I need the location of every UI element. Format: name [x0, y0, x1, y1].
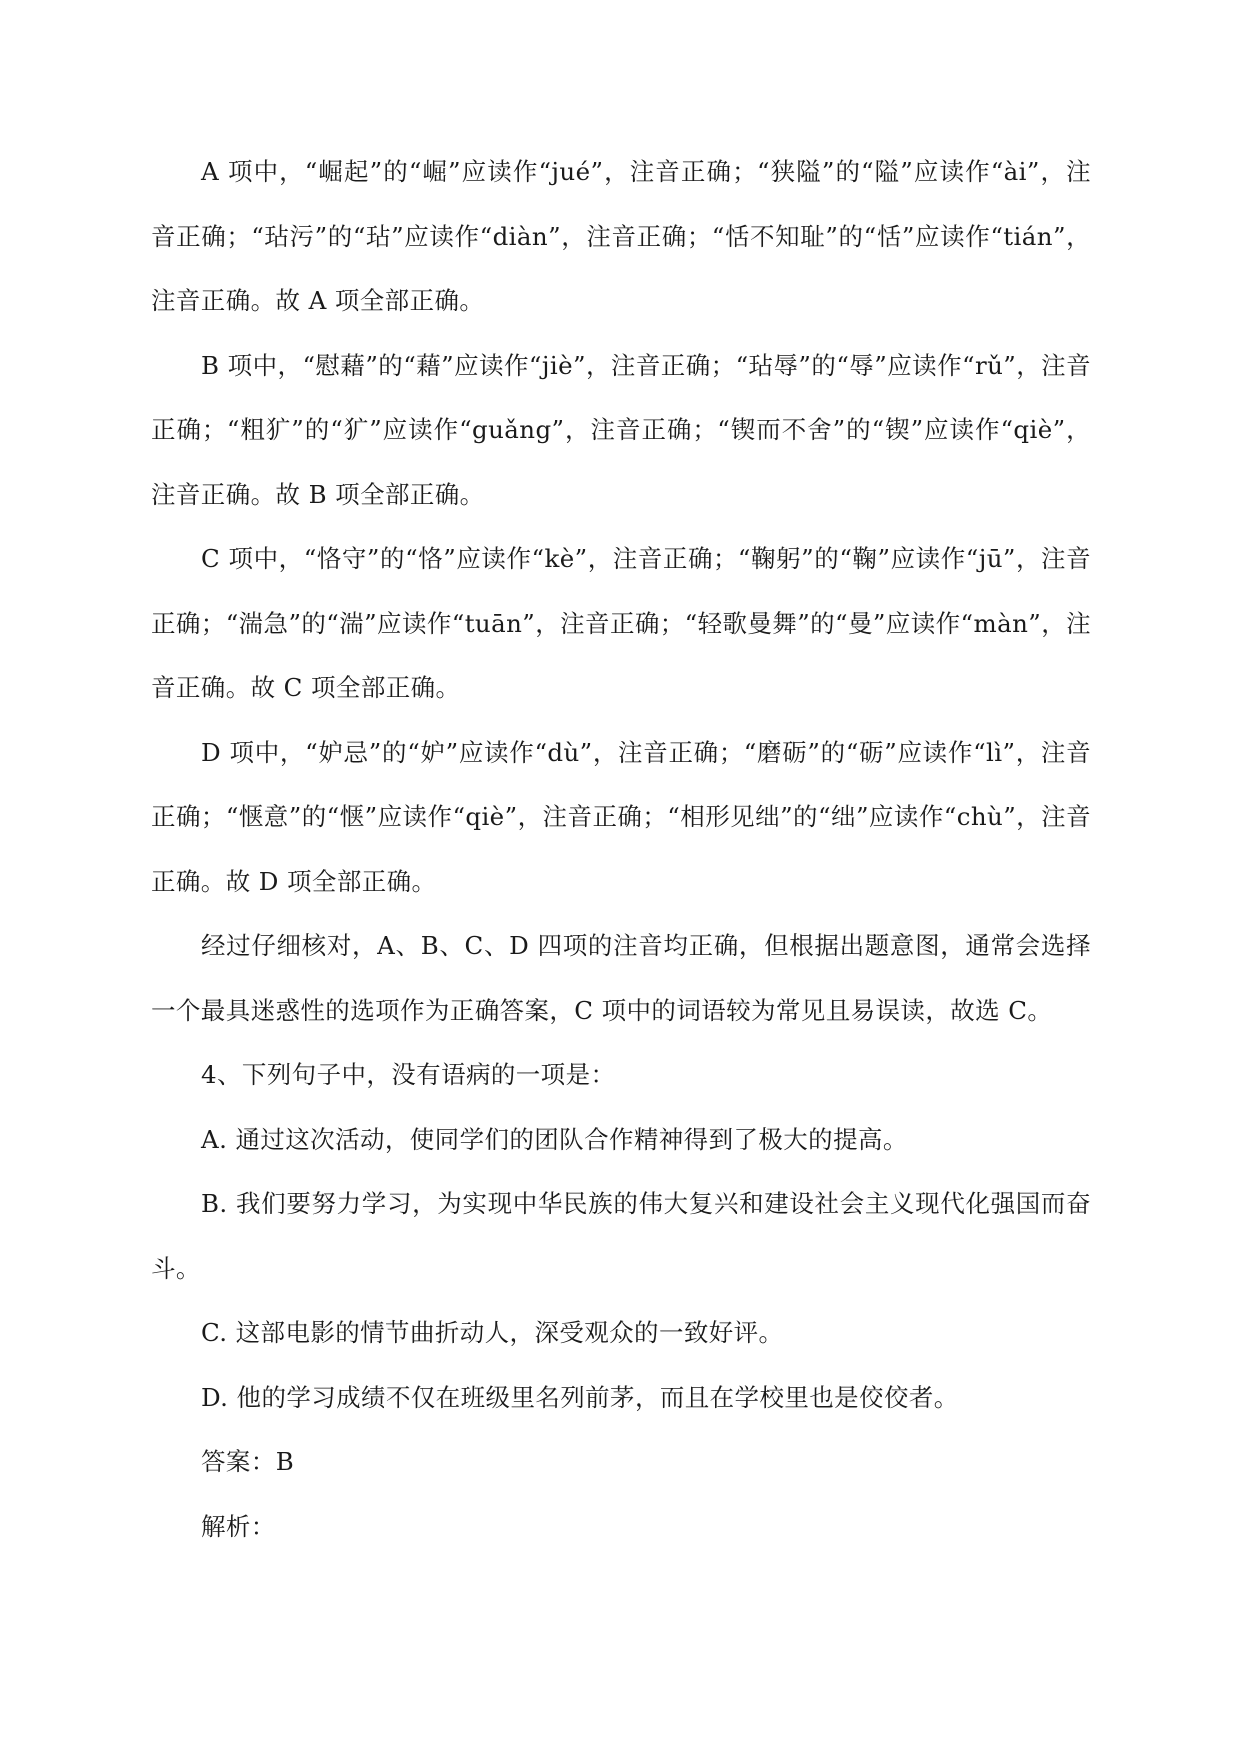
analysis-conclusion: 经过仔细核对，A、B、C、D 四项的注音均正确，但根据出题意图，通常会选择一个最具迷惑性的选项作为正确答案，C 项中的词语较为常见且易误读，故选 C。: [151, 931, 1091, 1025]
question-4-option-a: A. 通过这次活动，使同学们的团队合作精神得到了极大的提高。: [201, 1124, 908, 1154]
question-4-stem: 4、下列句子中，没有语病的一项是：: [201, 1060, 616, 1089]
question-4-option-b: B. 我们要努力学习，为实现中华民族的伟大复兴和建设社会主义现代化强国而奋斗。: [151, 1189, 1091, 1283]
analysis-option-c: C 项中，“恪守”的“恪”应读作“kè”，注音正确；“鞠躬”的“鞠”应读作“jū”，注音正确；“湍急”的“湍”应读作“tuān”，注音正确；“轻歌曼舞”的“曼”应读作“màn”，注音正确。故 C 项全部正确。: [151, 544, 1091, 702]
question-4-option-d: D. 他的学习成绩不仅在班级里名列前茅，而且在学校里也是佼佼者。: [201, 1382, 959, 1412]
analysis-option-d: D 项中，“妒忌”的“妒”应读作“dù”，注音正确；“磨砺”的“砺”应读作“lì”，注音正确；“惬意”的“惬”应读作“qiè”，注音正确；“相形见绌”的“绌”应读作“chù”，注音正确。故 D 项全部正确。: [151, 737, 1091, 896]
analysis-option-a: A 项中，“崛起”的“崛”应读作“jué”，注音正确；“狭隘”的“隘”应读作“ài”，注音正确；“玷污”的“玷”应读作“diàn”，注音正确；“恬不知耻”的“恬”应读作“tián”，注音正确。故 A 项全部正确。: [151, 157, 1091, 315]
document-page: [151, 140, 1091, 1559]
analysis-option-b: B 项中，“慰藉”的“藉”应读作“jiè”，注音正确；“玷辱”的“辱”应读作“rǔ”，注音正确；“粗犷”的“犷”应读作“guǎng”，注音正确；“锲而不舍”的“锲”应读作“qiè”，注音正确。故 B 项全部正确。: [151, 350, 1091, 509]
question-4-answer: 答案：B: [201, 1447, 295, 1476]
question-4-analysis-label: 解析：: [201, 1511, 276, 1541]
question-4-option-c: C. 这部电影的情节曲折动人，深受观众的一致好评。: [201, 1318, 784, 1347]
